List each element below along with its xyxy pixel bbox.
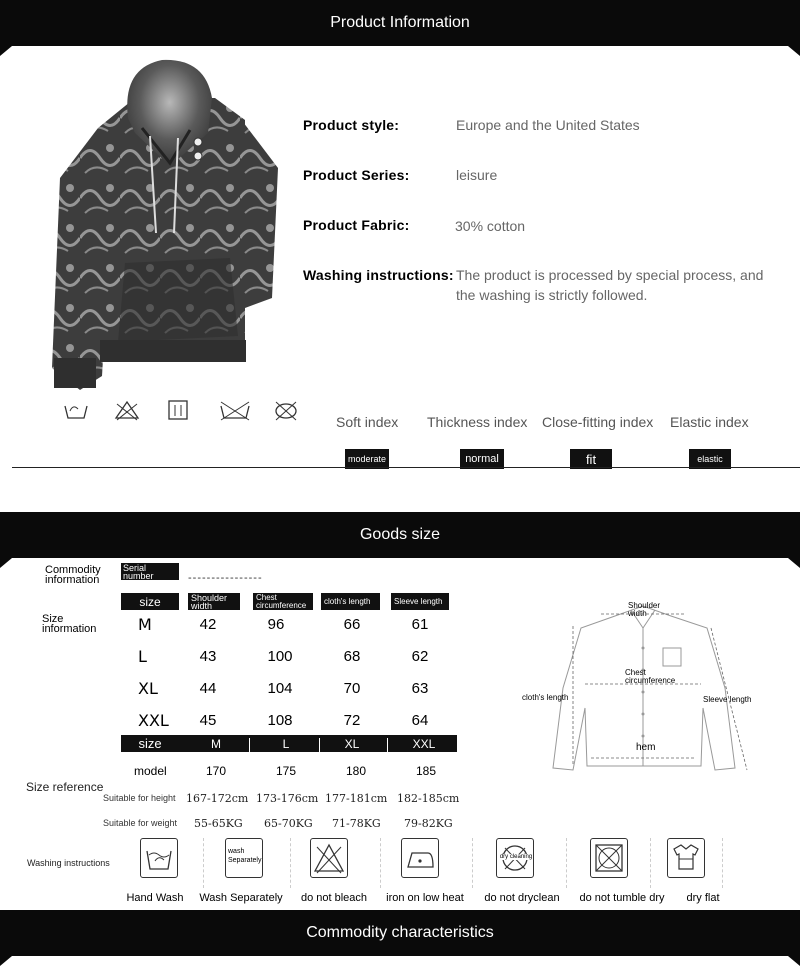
- size-cell: M: [138, 615, 152, 634]
- dry-flat-icon: [667, 838, 705, 878]
- weight-label: Suitable for weight: [103, 818, 178, 828]
- do-not-bleach-icon: [310, 838, 348, 878]
- wash-separately-icon: [225, 838, 263, 878]
- model-label: model: [134, 764, 167, 778]
- shoulder-cell: 45: [199, 712, 217, 729]
- diagram-sleeve-label: Sleeve length: [703, 695, 752, 704]
- model-bar-size: XXL: [412, 736, 436, 751]
- size-reference-label: Size reference: [26, 780, 104, 794]
- thickness-index-badge: normal: [460, 449, 504, 469]
- goods-size-banner: [0, 512, 800, 558]
- chest-cell: 108: [267, 712, 293, 729]
- size-cell: XXL: [138, 711, 169, 730]
- chest-header: Chest circumference: [253, 593, 313, 610]
- separator: [566, 838, 567, 888]
- product-fabric-label: Product Fabric:: [303, 217, 410, 233]
- do-not-bleach-icon: [113, 398, 141, 422]
- diagram-length-label: cloth's length: [522, 693, 569, 702]
- wash-caption: iron on low heat: [386, 892, 464, 904]
- product-style-label: Product style:: [303, 117, 400, 133]
- thickness-index-label: Thickness index: [427, 414, 528, 430]
- length-cell: 70: [343, 680, 361, 697]
- diagram-chest-label: Chest circumference: [625, 668, 676, 685]
- section-title: Commodity characteristics: [306, 924, 494, 941]
- model-height: 175: [275, 764, 297, 778]
- model-height: 180: [345, 764, 367, 778]
- sleeve-length-header: Sleeve length: [391, 593, 449, 610]
- shoulder-cell: 42: [199, 616, 217, 633]
- separator: [380, 838, 381, 888]
- shoulder-cell: 43: [199, 648, 217, 665]
- section-title: Goods size: [359, 526, 441, 543]
- shoulder-cell: 44: [199, 680, 217, 697]
- chest-cell: 96: [267, 616, 285, 633]
- model-size-bar: [121, 735, 457, 752]
- model-bar-size: XL: [344, 736, 360, 751]
- separator: [203, 838, 204, 888]
- separator: [722, 838, 723, 888]
- elastic-index-badge: elastic: [689, 449, 731, 469]
- product-style-value: Europe and the United States: [456, 117, 640, 133]
- separator: [472, 838, 473, 888]
- elastic-index-label: Elastic index: [670, 414, 749, 430]
- wash-caption: do not tumble dry: [579, 892, 665, 904]
- wash-separately-inner: wash Separately: [228, 848, 262, 864]
- weight-range: 79-82KG: [404, 817, 453, 830]
- do-not-dryclean-icon: [496, 838, 534, 878]
- model-bar-size: L: [282, 736, 290, 751]
- serial-number-badge: Serial number: [121, 563, 179, 580]
- hand-wash-icon: [62, 398, 90, 422]
- sleeve-cell: 61: [411, 616, 429, 633]
- iron-low-heat-icon: [401, 838, 439, 878]
- size-header: size: [121, 593, 179, 610]
- model-height: 170: [205, 764, 227, 778]
- weight-range: 65-70KG: [264, 817, 313, 830]
- height-range: 182-185cm: [397, 792, 460, 805]
- weight-range: 55-65KG: [194, 817, 243, 830]
- diagram-hem-label: hem: [636, 742, 656, 753]
- tumble-dry-icon: [164, 398, 192, 422]
- commodity-characteristics-banner: [0, 910, 800, 956]
- height-label: Suitable for height: [103, 793, 176, 803]
- washing-instructions-row-label: Washing instructions: [27, 858, 110, 868]
- section-divider: [12, 467, 800, 468]
- size-cell: XL: [138, 679, 158, 698]
- model-height: 185: [415, 764, 437, 778]
- length-cell: 72: [343, 712, 361, 729]
- do-not-dryclean-icon: [218, 398, 252, 422]
- product-fabric-value: 30% cotton: [455, 218, 526, 234]
- length-cell: 66: [343, 616, 361, 633]
- dry-cleaning-inner: dry cleaning: [499, 854, 533, 860]
- separator: [290, 838, 291, 888]
- chest-cell: 104: [267, 680, 293, 697]
- cloth-length-header: cloth's length: [321, 593, 380, 610]
- size-info-label: Size information: [42, 613, 97, 635]
- close-fitting-index-label: Close-fitting index: [542, 414, 654, 430]
- model-bar-size: M: [211, 736, 221, 751]
- sleeve-cell: 62: [411, 648, 429, 665]
- height-range: 177-181cm: [325, 792, 388, 805]
- section-title: Product Information: [330, 14, 470, 31]
- wash-caption: dry flat: [686, 892, 720, 904]
- soft-index-badge: moderate: [345, 449, 389, 469]
- wash-caption: Hand Wash: [126, 892, 184, 904]
- product-information-banner: [0, 0, 800, 46]
- height-range: 167-172cm: [186, 792, 249, 805]
- length-cell: 68: [343, 648, 361, 665]
- diagram-shoulder-label: Shoulder width: [628, 601, 661, 618]
- soft-index-label: Soft index: [336, 414, 399, 430]
- do-not-tumble-dry-icon: [590, 838, 628, 878]
- product-hoodie-image: [40, 58, 290, 398]
- model-bar-label: size: [138, 736, 162, 751]
- product-series-label: Product Series:: [303, 167, 410, 183]
- chest-cell: 100: [267, 648, 293, 665]
- wash-caption: do not bleach: [300, 892, 368, 904]
- do-not-iron-icon: [272, 398, 300, 422]
- sleeve-cell: 64: [411, 712, 429, 729]
- separator: [650, 838, 651, 888]
- serial-number-placeholder: ----------------: [188, 572, 263, 584]
- washing-instructions-label: Washing instructions:: [303, 267, 454, 283]
- commodity-info-label: Commodity information: [45, 564, 101, 586]
- washing-instructions-value: The product is processed by special process, and the washing is strictly followed.: [456, 267, 764, 303]
- wash-caption: Wash Separately: [199, 892, 283, 904]
- hand-wash-icon: [140, 838, 178, 878]
- wash-caption: do not dryclean: [484, 892, 560, 904]
- height-range: 173-176cm: [256, 792, 319, 805]
- close-fitting-index-badge: fit: [570, 449, 612, 469]
- size-cell: L: [138, 647, 147, 666]
- product-series-value: leisure: [456, 167, 498, 183]
- sleeve-cell: 63: [411, 680, 429, 697]
- shoulder-header: Shoulder width: [188, 593, 240, 610]
- weight-range: 71-78KG: [332, 817, 381, 830]
